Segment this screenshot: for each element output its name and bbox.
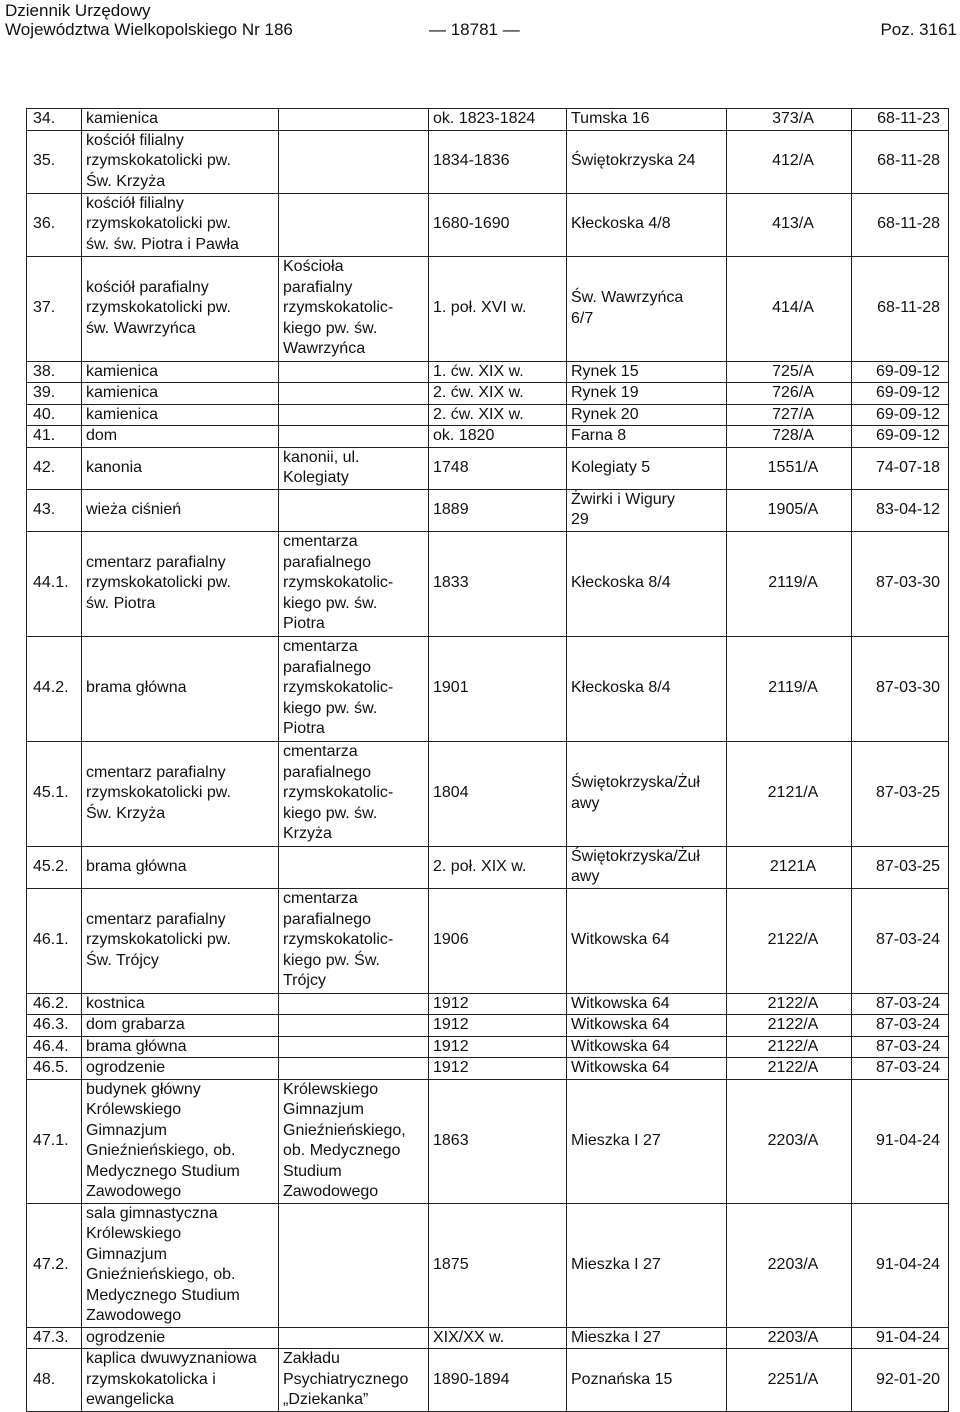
table-row — [27, 489, 949, 531]
table-row — [27, 447, 949, 489]
object-dating: 1912 — [429, 993, 567, 1015]
object-name: kamienica — [82, 361, 279, 383]
table-row — [27, 531, 949, 636]
object-address: Kłeckoska 4/8 — [567, 193, 727, 256]
object-dating: 2. poł. XIX w. — [429, 846, 567, 888]
object-address: Poznańska 15 — [567, 1349, 727, 1412]
object-dedication — [279, 1015, 429, 1037]
object-dedication — [279, 109, 429, 131]
object-dating: 1833 — [429, 531, 567, 636]
object-address: Mieszka I 27 — [567, 1203, 727, 1327]
object-address: Świętokrzyska/Żuł awy — [567, 741, 727, 846]
object-dating: 1804 — [429, 741, 567, 846]
object-name: kamienica — [82, 109, 279, 131]
table-row — [27, 193, 949, 256]
row-number: 41. — [27, 426, 82, 448]
object-dedication: Zakładu Psychiatrycznego „Dziekanka” — [279, 1349, 429, 1412]
table-row — [27, 426, 949, 448]
table-row — [27, 1079, 949, 1203]
object-dating: 1748 — [429, 447, 567, 489]
object-name: cmentarz parafialny rzymskokatolicki pw. Św. Trójcy — [82, 888, 279, 993]
object-dedication: cmentarza parafialnego rzymskokatolic- kiego pw. Św. Trójcy — [279, 888, 429, 993]
register-number: 1551/A — [727, 447, 852, 489]
object-name: kamienica — [82, 383, 279, 405]
register-date: 87-03-25 — [852, 741, 949, 846]
register-number: 726/A — [727, 383, 852, 405]
object-address: Witkowska 64 — [567, 1036, 727, 1058]
row-number: 35. — [27, 130, 82, 193]
register-number: 725/A — [727, 361, 852, 383]
table-row — [27, 1036, 949, 1058]
page-number: — 18781 — — [429, 20, 520, 39]
object-dating: 1901 — [429, 636, 567, 741]
table-row — [27, 256, 949, 361]
object-dedication: cmentarza parafialnego rzymskokatolic- kiego pw. św. Piotra — [279, 531, 429, 636]
object-dedication — [279, 489, 429, 531]
object-address: Kłeckoska 8/4 — [567, 636, 727, 741]
object-dating: 2. ćw. XIX w. — [429, 404, 567, 426]
register-date: 69-09-12 — [852, 383, 949, 405]
register-date: 68-11-23 — [852, 109, 949, 131]
object-dedication — [279, 993, 429, 1015]
object-dedication: cmentarza parafialnego rzymskokatolic- kiego pw. św. Krzyża — [279, 741, 429, 846]
object-dedication: cmentarza parafialnego rzymskokatolic- kiego pw. św. Piotra — [279, 636, 429, 741]
row-number: 40. — [27, 404, 82, 426]
register-date: 74-07-18 — [852, 447, 949, 489]
object-address: Rynek 15 — [567, 361, 727, 383]
register-date: 68-11-28 — [852, 256, 949, 361]
object-dedication — [279, 1327, 429, 1349]
object-address: Rynek 19 — [567, 383, 727, 405]
row-number: 48. — [27, 1349, 82, 1412]
object-dating: 1912 — [429, 1015, 567, 1037]
register-number: 2203/A — [727, 1327, 852, 1349]
register-number: 2122/A — [727, 993, 852, 1015]
object-dating: 1906 — [429, 888, 567, 993]
table-row — [27, 846, 949, 888]
table-row — [27, 361, 949, 383]
register-number: 2122/A — [727, 1058, 852, 1080]
object-address: Witkowska 64 — [567, 1058, 727, 1080]
object-dedication: kanonii, ul. Kolegiaty — [279, 447, 429, 489]
object-dedication — [279, 404, 429, 426]
row-number: 44.1. — [27, 531, 82, 636]
object-name: kostnica — [82, 993, 279, 1015]
object-name: kościół parafialny rzymskokatolicki pw. św. Wawrzyńca — [82, 256, 279, 361]
object-dating: 1890-1894 — [429, 1349, 567, 1412]
object-name: kamienica — [82, 404, 279, 426]
register-number: 413/A — [727, 193, 852, 256]
table-row — [27, 1015, 949, 1037]
object-name: kanonia — [82, 447, 279, 489]
object-name: dom grabarza — [82, 1015, 279, 1037]
row-number: 46.5. — [27, 1058, 82, 1080]
object-name: budynek główny Królewskiego Gimnazjum Gnieźnieńskiego, ob. Medycznego Studium Zawodowego — [82, 1079, 279, 1203]
register-number: 2121A — [727, 846, 852, 888]
row-number: 39. — [27, 383, 82, 405]
object-name: ogrodzenie — [82, 1058, 279, 1080]
object-dedication — [279, 1058, 429, 1080]
object-dedication — [279, 193, 429, 256]
object-address: Witkowska 64 — [567, 1015, 727, 1037]
object-name: kościół filialny rzymskokatolicki pw. Św. Krzyża — [82, 130, 279, 193]
position-number: Poz. 3161 — [880, 20, 957, 39]
object-dedication: Kościoła parafialny rzymskokatolic- kiego pw. św. Wawrzyńca — [279, 256, 429, 361]
row-number: 45.2. — [27, 846, 82, 888]
object-dedication — [279, 361, 429, 383]
register-number: 2122/A — [727, 888, 852, 993]
register-date: 87-03-30 — [852, 636, 949, 741]
monument-register-table — [26, 108, 949, 1412]
register-number: 2122/A — [727, 1036, 852, 1058]
object-address: Św. Wawrzyńca 6/7 — [567, 256, 727, 361]
object-name: sala gimnastyczna Królewskiego Gimnazjum Gnieźnieńskiego, ob. Medycznego Studium Zawodowego — [82, 1203, 279, 1327]
register-date: 87-03-30 — [852, 531, 949, 636]
object-name: dom — [82, 426, 279, 448]
register-date: 91-04-24 — [852, 1079, 949, 1203]
register-date: 91-04-24 — [852, 1203, 949, 1327]
table-row — [27, 888, 949, 993]
object-dating: 1912 — [429, 1036, 567, 1058]
object-address: Kłeckoska 8/4 — [567, 531, 727, 636]
object-dating: 1875 — [429, 1203, 567, 1327]
register-number: 1905/A — [727, 489, 852, 531]
object-dating: 2. ćw. XIX w. — [429, 383, 567, 405]
object-dedication — [279, 130, 429, 193]
register-rows — [27, 109, 949, 1412]
journal-title: Dziennik Urzędowy — [5, 1, 151, 20]
row-number: 36. — [27, 193, 82, 256]
object-dating: 1. poł. XVI w. — [429, 256, 567, 361]
object-dedication — [279, 383, 429, 405]
register-date: 69-09-12 — [852, 426, 949, 448]
register-date: 87-03-24 — [852, 1058, 949, 1080]
object-dating: XIX/XX w. — [429, 1327, 567, 1349]
register-number: 2203/A — [727, 1203, 852, 1327]
row-number: 46.4. — [27, 1036, 82, 1058]
object-address: Witkowska 64 — [567, 993, 727, 1015]
object-name: cmentarz parafialny rzymskokatolicki pw. św. Piotra — [82, 531, 279, 636]
register-date: 87-03-24 — [852, 993, 949, 1015]
register-date: 87-03-25 — [852, 846, 949, 888]
object-address: Mieszka I 27 — [567, 1079, 727, 1203]
object-dedication — [279, 846, 429, 888]
register-number: 727/A — [727, 404, 852, 426]
journal-issue: Województwa Wielkopolskiego Nr 186 — [5, 20, 293, 39]
object-address: Rynek 20 — [567, 404, 727, 426]
object-name: kaplica dwuwyznaniowa rzymskokatolicka i ewangelicka — [82, 1349, 279, 1412]
object-address: Świętokrzyska/Żuł awy — [567, 846, 727, 888]
table-row — [27, 109, 949, 131]
object-address: Mieszka I 27 — [567, 1327, 727, 1349]
object-name: wieża ciśnień — [82, 489, 279, 531]
object-name: kościół filialny rzymskokatolicki pw. św. św. Piotra i Pawła — [82, 193, 279, 256]
register-number: 2203/A — [727, 1079, 852, 1203]
register-date: 87-03-24 — [852, 1036, 949, 1058]
table-row — [27, 130, 949, 193]
object-dating: 1863 — [429, 1079, 567, 1203]
object-dedication — [279, 426, 429, 448]
register-number: 2251/A — [727, 1349, 852, 1412]
object-dating: ok. 1820 — [429, 426, 567, 448]
row-number: 47.1. — [27, 1079, 82, 1203]
row-number: 47.2. — [27, 1203, 82, 1327]
register-date: 91-04-24 — [852, 1327, 949, 1349]
register-number: 414/A — [727, 256, 852, 361]
object-dedication: Królewskiego Gimnazjum Gnieźnieńskiego, ob. Medycznego Studium Zawodowego — [279, 1079, 429, 1203]
table-row — [27, 741, 949, 846]
row-number: 45.1. — [27, 741, 82, 846]
register-date: 69-09-12 — [852, 404, 949, 426]
register-number: 412/A — [727, 130, 852, 193]
row-number: 43. — [27, 489, 82, 531]
row-number: 47.3. — [27, 1327, 82, 1349]
register-date: 92-01-20 — [852, 1349, 949, 1412]
row-number: 46.3. — [27, 1015, 82, 1037]
register-date: 69-09-12 — [852, 361, 949, 383]
table-row — [27, 1058, 949, 1080]
object-dating: 1912 — [429, 1058, 567, 1080]
register-date: 87-03-24 — [852, 1015, 949, 1037]
register-number: 728/A — [727, 426, 852, 448]
object-address: Świętokrzyska 24 — [567, 130, 727, 193]
register-number: 373/A — [727, 109, 852, 131]
row-number: 34. — [27, 109, 82, 131]
object-address: Tumska 16 — [567, 109, 727, 131]
register-number: 2121/A — [727, 741, 852, 846]
table-row — [27, 993, 949, 1015]
row-number: 37. — [27, 256, 82, 361]
table-row — [27, 404, 949, 426]
object-name: brama główna — [82, 636, 279, 741]
register-date: 87-03-24 — [852, 888, 949, 993]
object-address: Farna 8 — [567, 426, 727, 448]
row-number: 46.1. — [27, 888, 82, 993]
object-dating: 1889 — [429, 489, 567, 531]
table-row — [27, 636, 949, 741]
object-dating: ok. 1823-1824 — [429, 109, 567, 131]
object-address: Kolegiaty 5 — [567, 447, 727, 489]
object-name: ogrodzenie — [82, 1327, 279, 1349]
table-row — [27, 1349, 949, 1412]
object-name: brama główna — [82, 1036, 279, 1058]
object-address: Żwirki i Wigury 29 — [567, 489, 727, 531]
row-number: 38. — [27, 361, 82, 383]
register-date: 68-11-28 — [852, 193, 949, 256]
object-dating: 1. ćw. XIX w. — [429, 361, 567, 383]
object-address: Witkowska 64 — [567, 888, 727, 993]
page-header — [5, 0, 957, 44]
row-number: 46.2. — [27, 993, 82, 1015]
register-date: 83-04-12 — [852, 489, 949, 531]
table-row — [27, 1327, 949, 1349]
register-number: 2119/A — [727, 531, 852, 636]
object-name: brama główna — [82, 846, 279, 888]
object-dating: 1834-1836 — [429, 130, 567, 193]
object-dedication — [279, 1036, 429, 1058]
object-dedication — [279, 1203, 429, 1327]
register-date: 68-11-28 — [852, 130, 949, 193]
table-row — [27, 1203, 949, 1327]
register-number: 2122/A — [727, 1015, 852, 1037]
register-number: 2119/A — [727, 636, 852, 741]
row-number: 42. — [27, 447, 82, 489]
table-row — [27, 383, 949, 405]
row-number: 44.2. — [27, 636, 82, 741]
object-dating: 1680-1690 — [429, 193, 567, 256]
object-name: cmentarz parafialny rzymskokatolicki pw. Św. Krzyża — [82, 741, 279, 846]
